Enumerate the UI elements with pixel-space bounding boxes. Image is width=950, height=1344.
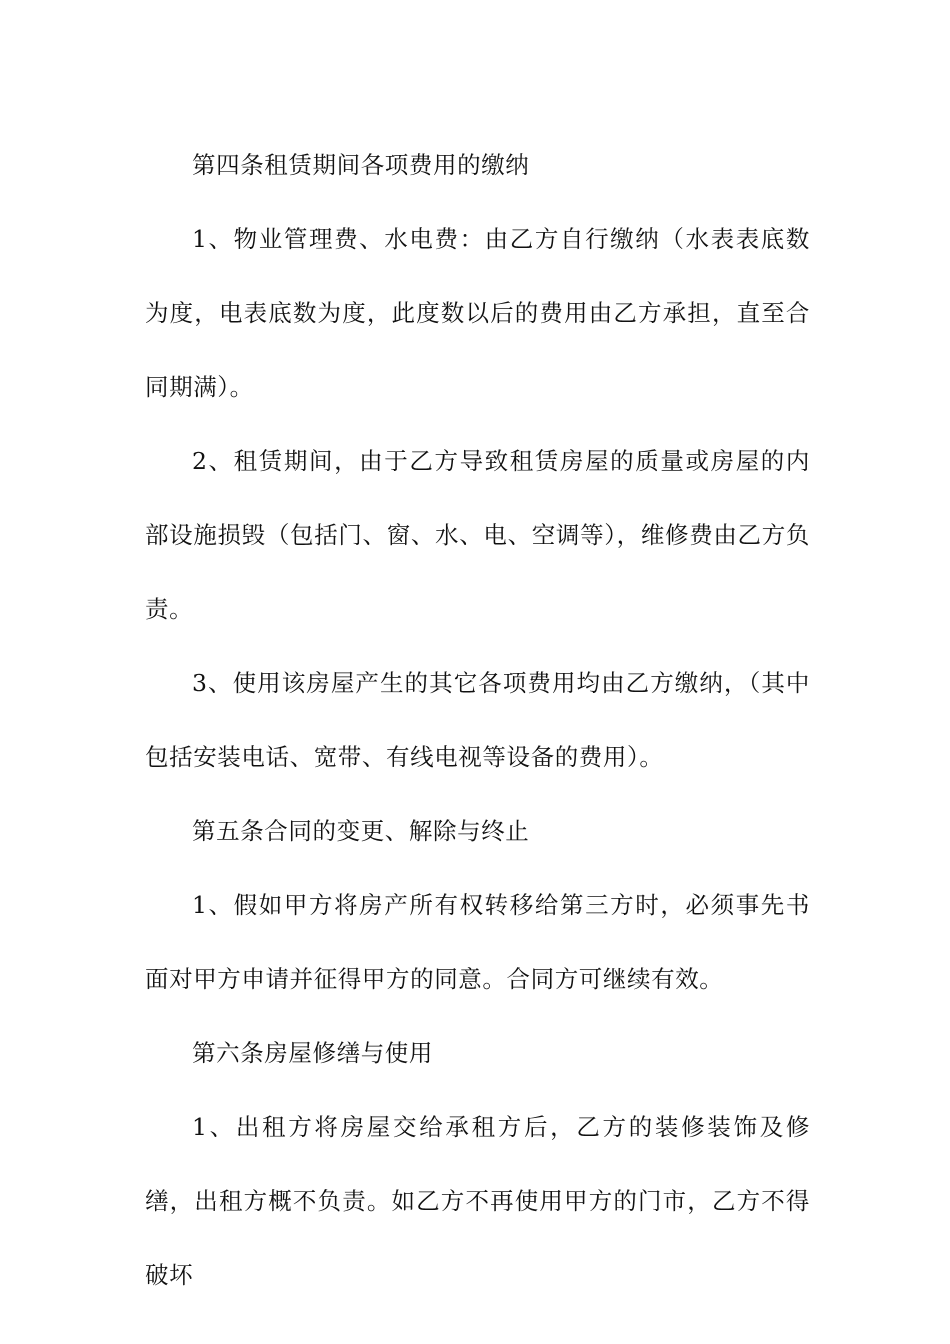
section-heading-article-4: 第四条租赁期间各项费用的缴纳 xyxy=(192,151,530,179)
paragraph-article-6-item-1: 1、出租方将房屋交给承租方后，乙方的装修装饰及修缮，出租方概不负责。如乙方不再使用甲方的门市，乙方不得破坏 xyxy=(145,1113,810,1289)
section-heading-article-6: 第六条房屋修缮与使用 xyxy=(192,1039,433,1067)
paragraph-article-4-item-2: 2、租赁期间，由于乙方导致租赁房屋的质量或房屋的内部设施损毁（包括门、窗、水、电、空调等），维修费由乙方负责。 xyxy=(145,447,810,623)
paragraph-article-4-item-1: 1、物业管理费、水电费：由乙方自行缴纳（水表表底数为度，电表底数为度，此度数以后的费用由乙方承担，直至合同期满）。 xyxy=(145,225,810,401)
paragraph-article-4-item-3: 3、使用该房屋产生的其它各项费用均由乙方缴纳，（其中包括安装电话、宽带、有线电视等设备的费用）。 xyxy=(145,669,810,771)
paragraph-article-5-item-1: 1、假如甲方将房产所有权转移给第三方时，必须事先书面对甲方申请并征得甲方的同意。合同方可继续有效。 xyxy=(145,891,810,993)
section-heading-article-5: 第五条合同的变更、解除与终止 xyxy=(192,817,530,845)
document-body xyxy=(145,128,810,1312)
